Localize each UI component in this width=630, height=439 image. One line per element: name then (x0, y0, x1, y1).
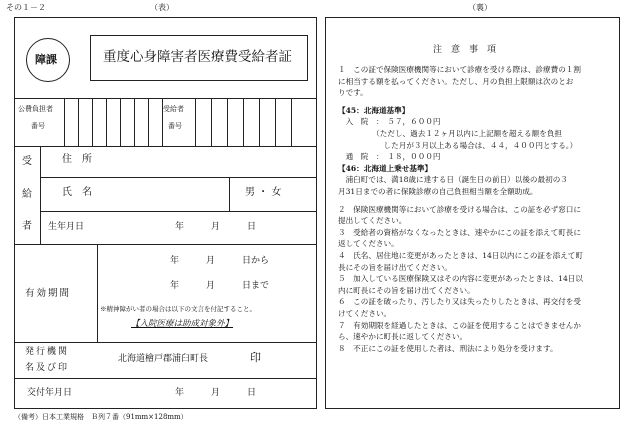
back-note-line: 長にその旨を届け出てください。 (338, 262, 452, 272)
back-note-line: した月が３月以上ある場合は、４４，４００円とする。） (338, 140, 578, 150)
seal-mark: 印 (250, 351, 261, 364)
back-note-line: に相当する額を払ってください。ただし、月の負担上限額は次のとお (338, 76, 574, 86)
back-note-line: 内に町長にその旨を届け出てください。 (338, 285, 475, 295)
validity-to: 年 月 日まで (170, 281, 270, 291)
back-note-line: ら、速やかに町長に返してください。 (338, 332, 468, 342)
back-note-line: 提出してください。 (338, 216, 407, 226)
recipient-number-label: 受給者 (163, 105, 184, 113)
back-note-line: ５ 加入している医療保険又はその内容に変更があったときは、14日以 (338, 274, 583, 284)
front-side-label: （表） (150, 3, 174, 12)
validity-from: 年 月 日から (170, 256, 270, 266)
psych-note: ※精神障がい者の場合は以下の文言を付記すること。 (100, 305, 256, 313)
birth-label: 生年月日 (48, 222, 85, 232)
address-label: 住 所 (62, 154, 92, 165)
recipient-side-char-3: 者 (22, 221, 32, 232)
recipient-side-char-2: 給 (22, 189, 32, 200)
sex-field: 男 ・ 女 (245, 187, 282, 198)
birth-value: 年 月 日 (175, 222, 257, 232)
back-note-line: ４ 氏名、居住地に変更があったときは、14日以内にこの証を添えて町 (338, 251, 583, 260)
recipient-number-label-2: 番号 (168, 122, 182, 130)
back-note-line: 【45：北海道基準】 (338, 105, 410, 115)
back-side-label: （裏） (468, 3, 492, 12)
payer-number-label-2: 番号 (31, 122, 45, 130)
issuer-value: 北海道檜戸郡浦臼町長 (118, 354, 209, 364)
back-note-line: 入 院 ： ５７，６００円 (338, 117, 441, 127)
issue-date-value: 年 月 日 (175, 388, 257, 398)
back-note-line: けてください。 (338, 309, 392, 318)
recipient-side-char-1: 受 (22, 156, 32, 167)
back-note-line: 通 院 ： １８，０００円 (338, 152, 441, 162)
issuer-label-2: 名及び印 (25, 363, 70, 373)
back-note-line: １ この証で保険医療機関等において診療を受ける際は、診療費の１割 (338, 65, 581, 74)
back-note-line: ３ 受給者の資格がなくなったときは、速やかにこの証を添えて町長に (338, 227, 581, 237)
psych-emphasis: 【入院医療は助成対象外】 (131, 319, 234, 329)
back-note-line: 返してください。 (338, 239, 399, 249)
card-title: 重度心身障害者医療費受給者証 (103, 49, 292, 65)
page-number: その１－２ (6, 3, 46, 12)
badge-text: 障課 (35, 53, 57, 66)
footnote: （備考）日本工業規格 Ｂ列７番（91mm×128mm） (14, 413, 188, 421)
back-title: 注 意 事 項 (433, 45, 497, 55)
payer-number-label: 公費負担者 (18, 105, 53, 113)
back-note-line: ２ 保険医療機関等において診療を受ける場合は、この証を必ず窓口に (338, 204, 581, 214)
back-note-line: 月31日までの者に保険診療の自己負担相当額を全額助成。 (338, 187, 538, 196)
issue-date-label: 交付年月日 (27, 388, 73, 398)
back-note-line: ７ 有効期限を経過したときは、この証を使用することはできませんか (338, 320, 581, 330)
back-note-line: ６ この証を破ったり、汚したり又は失ったりしたときは、再交付を受 (338, 297, 581, 307)
back-note-line: ８ 不正にこの証を使用した者は、刑法により処分を受けます。 (338, 343, 558, 353)
issuer-label-1: 発行機関 (25, 347, 70, 357)
back-note-line: りです。 (338, 88, 368, 98)
back-note-line: 【46：北海道上乗せ基準】 (338, 163, 433, 173)
back-note-line: （ただし、過去１２ヶ月以内に上記額を超える額を負担 (338, 129, 563, 138)
name-label: 氏 名 (62, 187, 92, 198)
back-note-line: 浦臼町では、満18歳に達する日（誕生日の前日）以後の最初の３ (338, 175, 568, 185)
validity-label: 有効期間 (25, 288, 72, 299)
